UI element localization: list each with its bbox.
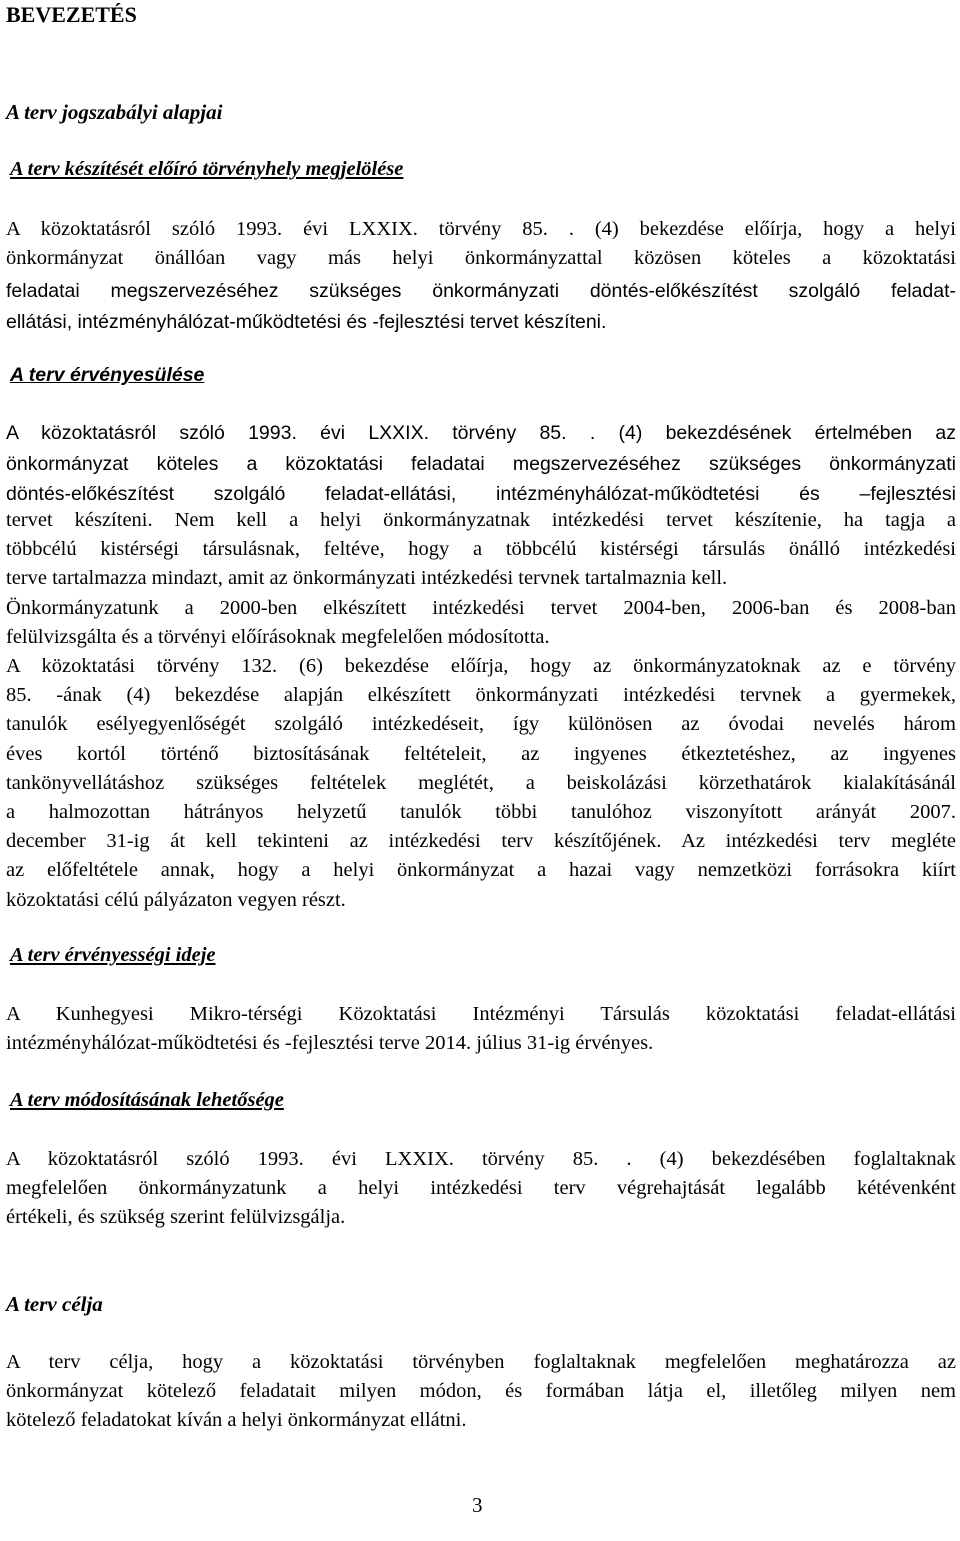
subsection-title-law-reference: A terv készítését előíró törvényhely megjelölése bbox=[10, 158, 404, 180]
section-title-legal-basis: A terv jogszabályi alapjai bbox=[6, 100, 223, 124]
text-line: többcélú kistérségi társulásnak, feltéve, hogy a többcélú kistérségi társulás önálló intézkedési bbox=[6, 538, 956, 561]
text-line: megfelelően önkormányzatunk a helyi intézkedési terv végrehajtását legalább kétévenként bbox=[6, 1177, 956, 1200]
paragraph-law-reference-cont bbox=[6, 276, 956, 337]
text-line: december 31-ig át kell tekinteni az intézkedési terv készítőjének. Az intézkedési terv megléte bbox=[6, 830, 956, 853]
text-line: közoktatási célú pályázaton vegyen részt. bbox=[6, 888, 346, 911]
text-line: A terv célja, hogy a közoktatási törvényben foglaltaknak megfelelően meghatározza az bbox=[6, 1351, 956, 1373]
text-line: Önkormányzatunk a 2000-ben elkészített intézkedési tervet 2004-ben, 2006-ban és 2008-ban bbox=[6, 596, 956, 619]
text-line: értékeli, és szükség szerint felülvizsgálja. bbox=[6, 1206, 346, 1229]
text-line: A közoktatásról szóló 1993. évi LXXIX. törvény 85. . (4) bekezdésének értelmében az bbox=[6, 422, 956, 444]
text-line: az előfeltétele annak, hogy a helyi önkormányzat a hazai vagy nemzetközi forrásokra kiírt bbox=[6, 859, 956, 882]
paragraph-validity-period bbox=[6, 1000, 956, 1058]
paragraph-amendment bbox=[6, 1145, 956, 1233]
section-title-goal: A terv célja bbox=[6, 1292, 103, 1316]
text-line: önkormányzat kötelező feladatait milyen módon, és formában látja el, illetőleg milyen nem bbox=[6, 1380, 956, 1403]
text-line: kötelező feladatokat kíván a helyi önkormányzat ellátni. bbox=[6, 1409, 467, 1432]
subsection-title-validity: A terv érvényesülése bbox=[10, 364, 205, 386]
text-line: felülvizsgálta és a törvényi előírásoknak megfelelően módosította. bbox=[6, 625, 550, 648]
text-line: A Kunhegyesi Mikro-térségi Közoktatási Intézményi Társulás közoktatási feladat-ellátási bbox=[6, 1003, 956, 1025]
text-line: A közoktatásról szóló 1993. évi LXXIX. törvény 85. . (4) bekezdésében foglaltaknak bbox=[6, 1148, 956, 1170]
text-line: intézményhálózat-működtetési és -fejlesztési terve 2014. július 31-ig érvényes. bbox=[6, 1032, 654, 1055]
paragraph-law-reference bbox=[6, 215, 956, 273]
text-line: önkormányzat köteles a közoktatási feladatai megszervezéséhez szükséges önkormányzati bbox=[6, 452, 956, 475]
text-line: tankönyvellátáshoz szükséges feltételek meglétét, a beiskolázási körzethatárok kialakításánál bbox=[6, 771, 956, 794]
text-line: A közoktatásról szóló 1993. évi LXXIX. törvény 85. . (4) bekezdése előírja, hogy a helyi bbox=[6, 218, 956, 240]
text-line: döntés-előkészítést szolgáló feladat-ellátási, intézményhálózat-működtetési és –fejlesztési bbox=[6, 483, 956, 505]
text-line: önkormányzat önállóan vagy más helyi önkormányzattal közösen köteles a közoktatási bbox=[6, 247, 956, 270]
text-line: tervet készíteni. Nem kell a helyi önkormányzatnak intézkedési tervet készítenie, ha tagja a bbox=[6, 509, 956, 531]
text-line: terve tartalmazza mindazt, amit az önkormányzati intézkedési tervnek tartalmaznia kell. bbox=[6, 567, 728, 590]
page-heading: BEVEZETÉS bbox=[6, 2, 137, 27]
text-line: a halmozottan hátrányos helyzetű tanulók többi tanulóhoz viszonyított arányát 2007. bbox=[6, 801, 956, 824]
subsection-title-validity-period: A terv érvényességi ideje bbox=[10, 944, 216, 966]
text-line: ellátási, intézményhálózat-működtetési és -fejlesztési tervet készíteni. bbox=[6, 310, 607, 333]
text-line: feladatai megszervezéséhez szükséges önkormányzati döntés-előkészítést szolgáló feladat- bbox=[6, 280, 956, 302]
subsection-title-amendment: A terv módosításának lehetősége bbox=[10, 1089, 284, 1111]
text-line: tanulók esélyegyenlőségét szolgáló intézkedéseit, így különösen az óvodai nevelés három bbox=[6, 713, 956, 736]
page-number: 3 bbox=[472, 1493, 483, 1517]
text-line: éves kortól történő biztosításának feltételeit, az ingyenes étkeztetéshez, az ingyenes bbox=[6, 742, 956, 765]
paragraph-validity-sans bbox=[6, 418, 956, 510]
text-line: 85. -ának (4) bekezdése alapján elkészített önkormányzati intézkedési tervnek a gyermekek, bbox=[6, 684, 956, 707]
paragraph-validity bbox=[6, 506, 956, 915]
text-line: A közoktatási törvény 132. (6) bekezdése előírja, hogy az önkormányzatoknak az e törvény bbox=[6, 655, 956, 678]
paragraph-goal bbox=[6, 1348, 956, 1436]
